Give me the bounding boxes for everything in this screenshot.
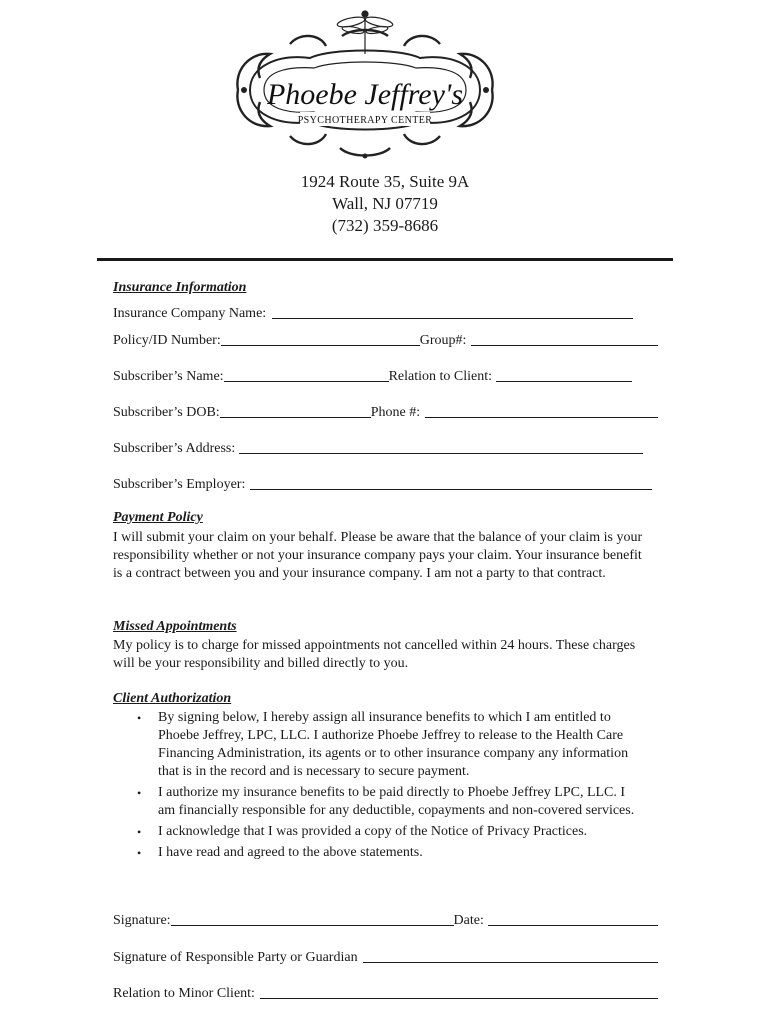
subscriber-dob-field[interactable]	[220, 404, 371, 418]
guardian-signature-label: Signature of Responsible Party or Guardian	[113, 950, 358, 965]
relation-label: Relation to Client:	[388, 369, 492, 384]
relation-field[interactable]	[496, 368, 632, 382]
relation-minor-label: Relation to Minor Client:	[113, 986, 255, 1001]
subscriber-dob-row	[113, 401, 658, 421]
header-divider	[97, 258, 673, 261]
list-item	[135, 823, 635, 841]
payment-text: I will submit your claim on your behalf. Please be aware that the balance of your claim is your responsibility whether or not your insurance company pays your claim. Your insurance benefit is a contract between you and your insurance company. I am not a party to that contract.	[113, 530, 643, 581]
list-item	[135, 709, 635, 781]
guardian-signature-row	[113, 946, 658, 966]
subscriber-address-label: Subscriber’s Address:	[113, 441, 236, 456]
logo-subtitle: PSYCHOTHERAPY CENTER	[297, 115, 433, 126]
subscriber-employer-row	[113, 473, 658, 493]
address-phone: (732) 359-8686	[331, 216, 439, 235]
authorization-item-text: I authorize my insurance benefits to be paid directly to Phoebe Jeffrey LPC, LLC. I am financially responsible for any deductible, copayments and non-covered services.	[158, 785, 635, 818]
address-city: Wall, NJ 07719	[332, 194, 438, 213]
relation-minor-row	[113, 982, 658, 1002]
subscriber-employer-label: Subscriber’s Employer:	[113, 477, 246, 492]
group-label: Group#:	[419, 333, 467, 348]
policy-row	[113, 329, 658, 349]
subscriber-address-field[interactable]	[239, 440, 643, 454]
phone-field[interactable]	[425, 404, 658, 418]
subscriber-dob-label: Subscriber’s DOB:	[113, 405, 220, 420]
authorization-item-text: By signing below, I hereby assign all insurance benefits to which I am entitled to Phoebe Jeffrey, LPC, LLC. I authorize Phoebe Jeffrey to release to the Health Care Financing Administration, its agents or to other insurance company any information that is in the record and is necessary to secure payment.	[158, 710, 629, 779]
authorization-list	[135, 709, 635, 865]
subscriber-name-row	[113, 365, 658, 385]
dragonfly-icon	[336, 11, 393, 54]
bullet-icon: •	[137, 825, 142, 839]
policy-label: Policy/ID Number:	[113, 333, 221, 348]
relation-minor-field[interactable]	[260, 985, 658, 999]
policy-field[interactable]	[221, 332, 420, 346]
signature-field[interactable]	[171, 912, 454, 926]
bullet-icon: •	[137, 846, 142, 860]
address-street: 1924 Route 35, Suite 9A	[300, 172, 470, 191]
phone-label: Phone #:	[370, 405, 421, 420]
guardian-signature-field[interactable]	[363, 949, 658, 963]
subscriber-address-row	[113, 437, 658, 457]
signature-label: Signature:	[113, 913, 171, 928]
insurance-heading: Insurance Information	[113, 280, 247, 295]
date-label: Date:	[453, 913, 484, 928]
group-field[interactable]	[471, 332, 658, 346]
list-item	[135, 784, 635, 820]
signature-row	[113, 909, 658, 929]
payment-heading: Payment Policy	[113, 510, 203, 525]
authorization-heading: Client Authorization	[113, 691, 232, 706]
authorization-item-text: I have read and agreed to the above statements.	[158, 845, 423, 860]
insurance-company-row	[113, 302, 658, 322]
missed-heading: Missed Appointments	[113, 619, 237, 634]
logo-name: Phoebe Jeffrey's	[266, 78, 464, 111]
subscriber-name-field[interactable]	[224, 368, 389, 382]
list-item	[135, 844, 635, 862]
authorization-item-text: I acknowledge that I was provided a copy of the Notice of Privacy Practices.	[158, 824, 588, 839]
insurance-company-label: Insurance Company Name:	[113, 306, 267, 321]
insurance-company-field[interactable]	[272, 305, 633, 319]
bullet-icon: •	[137, 786, 142, 800]
center-logo	[230, 8, 500, 168]
subscriber-employer-field[interactable]	[250, 476, 652, 490]
missed-text: My policy is to charge for missed appointments not cancelled within 24 hours. These charges will be your responsibility and billed directly to you.	[113, 638, 636, 671]
subscriber-name-label: Subscriber’s Name:	[113, 369, 224, 384]
date-field[interactable]	[488, 912, 658, 926]
bullet-icon: •	[137, 711, 142, 725]
